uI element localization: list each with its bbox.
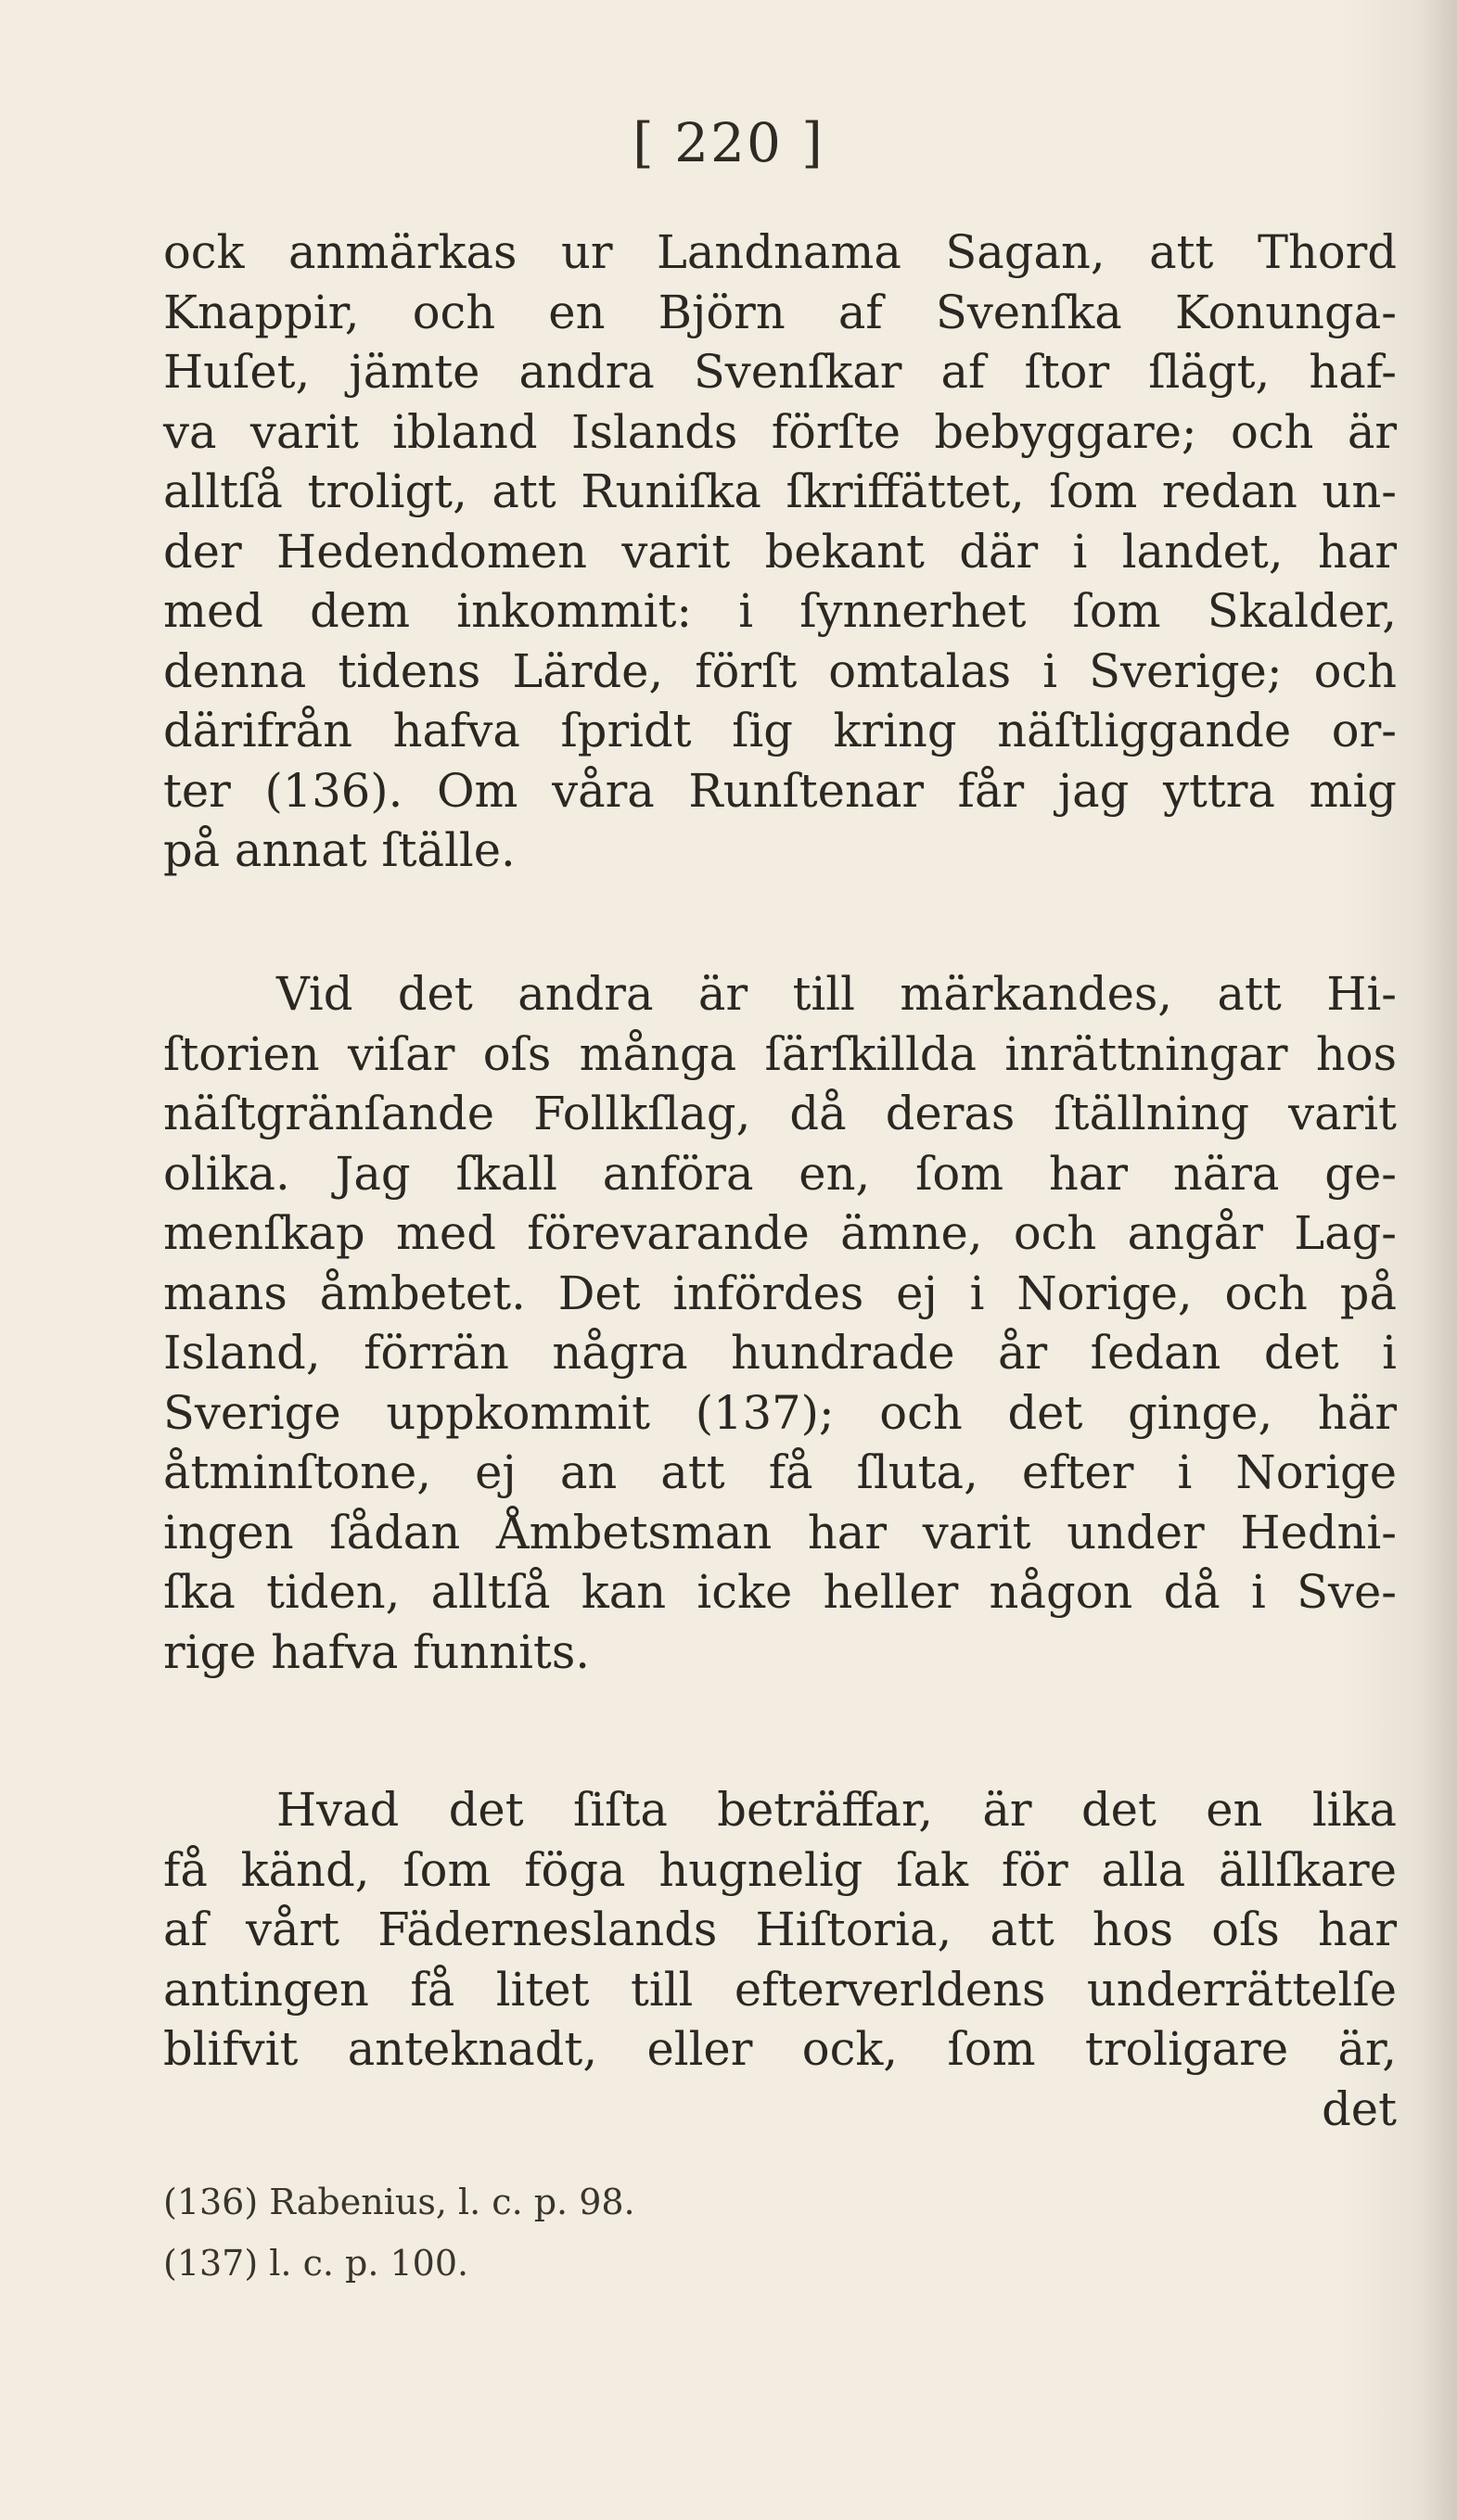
paragraph-3 — [163, 1780, 1397, 2139]
text-line: därifrån hafva ſpridt ſig kring näſtliggande or- — [163, 704, 1397, 757]
text-line: menſkap med förevarande ämne, och angår Lag- — [163, 1206, 1397, 1260]
footnotes — [163, 2171, 635, 2294]
text-line: af vårt Fäderneslands Hiſtoria, att hos oſs har — [163, 1903, 1397, 1956]
page-number: [ 220 ] — [633, 111, 824, 174]
text-line: Sverige uppkommit (137); och det ginge, här — [163, 1385, 1397, 1440]
footnote: (137) l. c. p. 100. — [163, 2243, 469, 2284]
text-line: der Hedendomen varit bekant där i landet, har — [163, 524, 1397, 579]
text-line: Huſet, jämte andra Svenſkar af ſtor ſlägt, haf- — [163, 345, 1397, 399]
text-line: blifvit anteknadt, eller ock, ſom troligare är, — [163, 2022, 1397, 2076]
text-line: på annat ſtälle. — [163, 823, 516, 877]
text-line: antingen få litet till efterverldens underrättelſe — [163, 1962, 1397, 2017]
text-line: alltſå troligt, att Runiſka ſkriffättet, ſom redan un- — [163, 465, 1397, 518]
text-line: ingen ſådan Åmbetsman har varit under Hedni- — [163, 1505, 1397, 1559]
text-line: denna tidens Lärde, förſt omtalas i Sverige; och — [163, 643, 1397, 698]
text-line: olika. Jag ſkall anföra en, ſom har nära ge- — [163, 1146, 1397, 1201]
catchword: det — [1322, 2081, 1397, 2136]
text-line: åtminſtone, ej an att få ſluta, efter i Norige — [163, 1445, 1397, 1499]
text-line: ſtorien viſar oſs många ſärſkillda inrättningar hos — [163, 1026, 1397, 1081]
text-line: med dem inkommit: i ſynnerhet ſom Skalder, — [163, 584, 1397, 638]
text-line: få känd, ſom föga hugnelig ſak för alla ällſkare — [163, 1842, 1397, 1897]
text-line: mans åmbetet. Det infördes ej i Norige, och på — [163, 1266, 1397, 1320]
paragraph-1 — [163, 223, 1397, 881]
text-line: Hvad det ſiſta beträffar, är det en lika — [276, 1783, 1397, 1837]
text-line: ter (136). Om våra Runſtenar får jag yttra mig — [163, 763, 1397, 818]
page-edge-shadow — [1420, 0, 1457, 2520]
text-line: ſka tiden, alltſå kan icke heller någon då i Sve- — [163, 1565, 1397, 1619]
text-line: näſtgränſande Follkſlag, då deras ſtällning varit — [163, 1087, 1397, 1140]
text-line: Knappir, och en Björn af Svenſka Konunga- — [163, 285, 1397, 339]
footnote: (136) Rabenius, l. c. p. 98. — [163, 2182, 635, 2222]
text-line: ock anmärkas ur Landnama Sagan, att Thord — [163, 225, 1397, 279]
text-line: va varit ibland Islands förſte bebyggare; och är — [163, 404, 1397, 459]
paragraph-2 — [163, 964, 1397, 1682]
text-line: rige hafva funnits. — [163, 1624, 590, 1679]
text-line: Island, förrän några hundrade år ſedan det i — [163, 1326, 1397, 1380]
text-line: Vid det andra är till märkandes, att Hi- — [276, 967, 1397, 1021]
